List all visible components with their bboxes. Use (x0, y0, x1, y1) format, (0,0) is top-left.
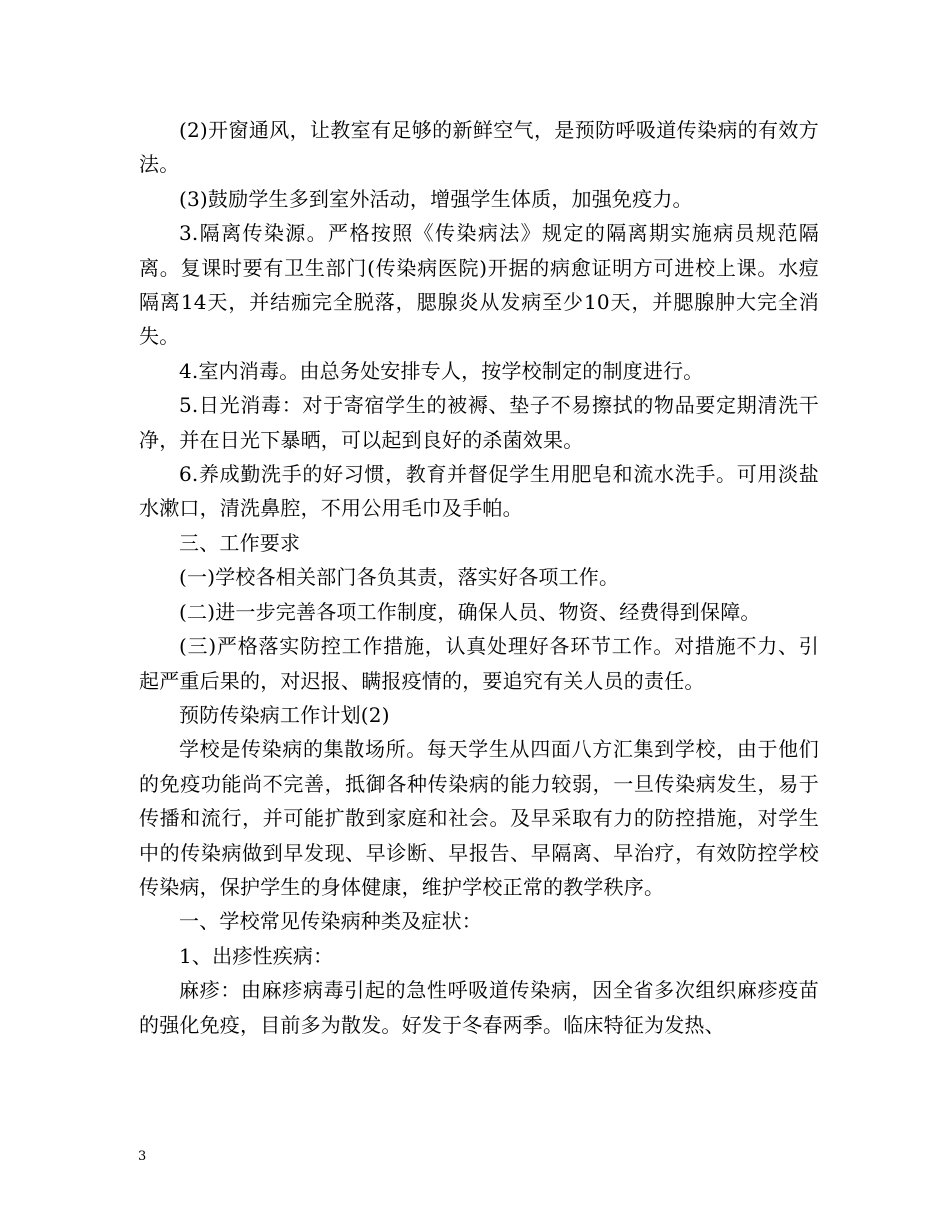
document-body (139, 113, 819, 1042)
section-heading: 三、工作要求 (179, 530, 301, 555)
page-number: 3 (138, 1149, 147, 1164)
paragraph: (2)开窗通风，让教室有足够的新鲜空气，是预防呼吸道传染病的有效方法。 (139, 118, 819, 177)
paragraph: 4.室内消毒。由总务处安排专人，按学校制定的制度进行。 (179, 358, 704, 383)
paragraph: 5.日光消毒：对于寄宿学生的被褥、垫子不易擦拭的物品要定期清洗干净，并在日光下暴晒，可以起到良好的杀菌效果。 (139, 393, 819, 452)
paragraph: 麻疹：由麻疹病毒引起的急性呼吸道传染病，因全省多次组织麻疹疫苗的强化免疫，目前多为散发。好发于冬春两季。临床特征为发热、 (139, 978, 819, 1037)
paragraph: 学校是传染病的集散场所。每天学生从四面八方汇集到学校，由于他们的免疫功能尚不完善，抵御各种传染病的能力较弱，一旦传染病发生，易于传播和流行，并可能扩散到家庭和社会。及早采取有力的防控措施，对学生中的传染病做到早发现、早诊断、早报告、早隔离、早治疗，有效防控学校传染病，保护学生的身体健康，维护学校正常的教学秩序。 (139, 737, 819, 899)
paragraph: (二)进一步完善各项工作制度，确保人员、物资、经费得到保障。 (179, 599, 761, 624)
paragraph: (一)学校各相关部门各负其责，落实好各项工作。 (179, 565, 620, 590)
document-title: 预防传染病工作计划(2) (179, 702, 390, 727)
paragraph: 6.养成勤洗手的好习惯，教育并督促学生用肥皂和流水洗手。可用淡盐水漱口，清洗鼻腔，不用公用毛巾及手帕。 (139, 462, 819, 521)
subsection-heading: 1、出疹性疾病： (179, 943, 334, 968)
paragraph: (三)严格落实防控工作措施，认真处理好各环节工作。对措施不力、引起严重后果的，对迟报、瞒报疫情的，要追究有关人员的责任。 (139, 634, 819, 693)
paragraph: 3.隔离传染源。严格按照《传染病法》规定的隔离期实施病员规范隔离。复课时要有卫生部门(传染病医院)开据的病愈证明方可进校上课。水痘隔离14天，并结痂完全脱落，腮腺炎从发病至少10天，并腮腺肿大完全消失。 (139, 221, 819, 349)
paragraph: (3)鼓励学生多到室外活动，增强学生体质，加强免疫力。 (179, 186, 693, 211)
section-heading: 一、学校常见传染病种类及症状： (179, 909, 482, 934)
